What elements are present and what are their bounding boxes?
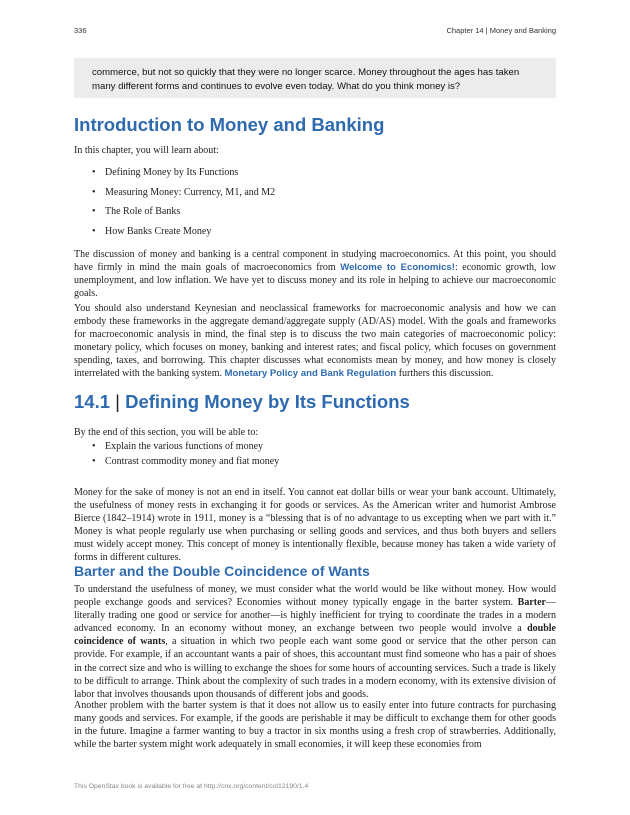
key-term-double-coincidence: double coincidence of wants bbox=[74, 623, 556, 648]
intro-topic-list bbox=[92, 163, 275, 241]
intro-lead: In this chapter, you will learn about: bbox=[74, 145, 219, 156]
section-separator: | bbox=[115, 391, 120, 412]
list-item: • Contrast commodity money and fiat money bbox=[92, 455, 279, 470]
key-term-barter: Barter bbox=[517, 597, 546, 609]
paragraph-text: furthers this discussion. bbox=[396, 368, 494, 380]
link-welcome-to-economics[interactable]: Welcome to Economics! bbox=[340, 262, 455, 274]
objectives-list bbox=[92, 440, 279, 469]
section-title: Defining Money by Its Functions bbox=[125, 391, 410, 412]
paragraph-text: —literally trading one good or service for another—is highly inefficient for trying to coordinate the trades in a modern advanced economy. In an economy without money, an exchange between two people would involve a bbox=[74, 597, 556, 635]
page-number: 336 bbox=[74, 26, 87, 35]
paragraph-text: The discussion of money and banking is a central component in studying macroeconomics. At this point, you should have firmly in mind the main goals of macroeconomics from bbox=[74, 249, 556, 274]
subsection-heading: Barter and the Double Coincidence of Wants bbox=[74, 563, 370, 579]
objectives-lead: By the end of this section, you will be able to: bbox=[74, 427, 259, 438]
paragraph-text: , a situation in which two people each want some good or service that the other person can provide. For example, if an accountant wants a pair of shoes, this accountant must find someone who has a pair of shoes in the correct size and who is willing to exchange the shoes for some hours of accounting services. Such a trade is likely to be difficult to arrange. Think about the complexity of such trades in a modern economy, with its extensive division of labor that involves thousands upon thousands of different jobs and goods. bbox=[74, 636, 556, 700]
list-item: • Explain the various functions of money bbox=[92, 440, 279, 455]
section-number: 14.1 bbox=[74, 391, 111, 412]
intro-heading: Introduction to Money and Banking bbox=[74, 114, 385, 135]
subsection-paragraph-2: Another problem with the barter system is that it does not allow us to easily enter into future contracts for purchasing many goods and services. For example, if the goods are perishable it may be difficult to exchange them for other goods in the future. Imagine a farmer wanting to buy a tractor in six months using a fresh crop of strawberries. Additionally, while the barter system might work adequately in small economies, it will keep these economies from bbox=[74, 700, 556, 751]
list-item: • Defining Money by Its Functions bbox=[92, 163, 275, 183]
paragraph-text: : economic growth, low unemployment, and low inflation. We have yet to discuss money and its role in helping to achieve our macroeconomic goals. bbox=[74, 262, 556, 300]
paragraph-text: You should also understand Keynesian and neoclassical frameworks for macroeconomic analysis and how we can embody these frameworks in the aggregate demand/aggregate supply (AD/AS) model. With the goals and frameworks for macroeconomic analysis in mind, the final step is to discuss the two main categories of macroeconomic policy: monetary policy, which focuses on money, banking and interest rates; and fiscal policy, which focuses on government spending, taxes, and borrowing. This chapter discusses what economists mean by money, and how money is closely interrelated with the banking system. bbox=[74, 303, 556, 380]
list-item: • Measuring Money: Currency, M1, and M2 bbox=[92, 183, 275, 203]
callout-text: commerce, but not so quickly that they were no longer scarce. Money throughout the ages has taken many different forms and continues to evolve even today. What do you think money is? bbox=[92, 67, 520, 92]
section-paragraph-1: Money for the sake of money is not an end in itself. You cannot eat dollar bills or wear your bank account. Ultimately, the usefulness of money rests in exchanging it for goods or services. As the American writer and humorist Ambrose Bierce (1842–1914) wrote in 1911, money is a “blessing that is of no advantage to us excepting when we part with it.” Money is what people regularly use when purchasing or selling goods and services, and thus both buyers and sellers must widely accept money. This concept of money is intentionally flexible, because money has taken a wide variety of forms in different cultures. bbox=[74, 487, 556, 564]
section-heading bbox=[74, 391, 410, 413]
paragraph-text: To understand the usefulness of money, we must consider what the world would be like without money. How would people exchange goods and services? Economies without money typically engage in the barter system. bbox=[74, 584, 556, 609]
intro-paragraph-2 bbox=[74, 302, 556, 381]
intro-paragraph-1 bbox=[74, 248, 556, 300]
page-footer: This OpenStax book is available for free at http://cnx.org/content/col12190/1.4 bbox=[74, 783, 309, 790]
list-item: • How Banks Create Money bbox=[92, 222, 275, 242]
link-monetary-policy[interactable]: Monetary Policy and Bank Regulation bbox=[224, 368, 397, 380]
list-item: • The Role of Banks bbox=[92, 202, 275, 222]
running-header-chapter: Chapter 14 | Money and Banking bbox=[446, 26, 556, 35]
callout-box bbox=[74, 58, 556, 98]
subsection-paragraph-1 bbox=[74, 583, 556, 701]
